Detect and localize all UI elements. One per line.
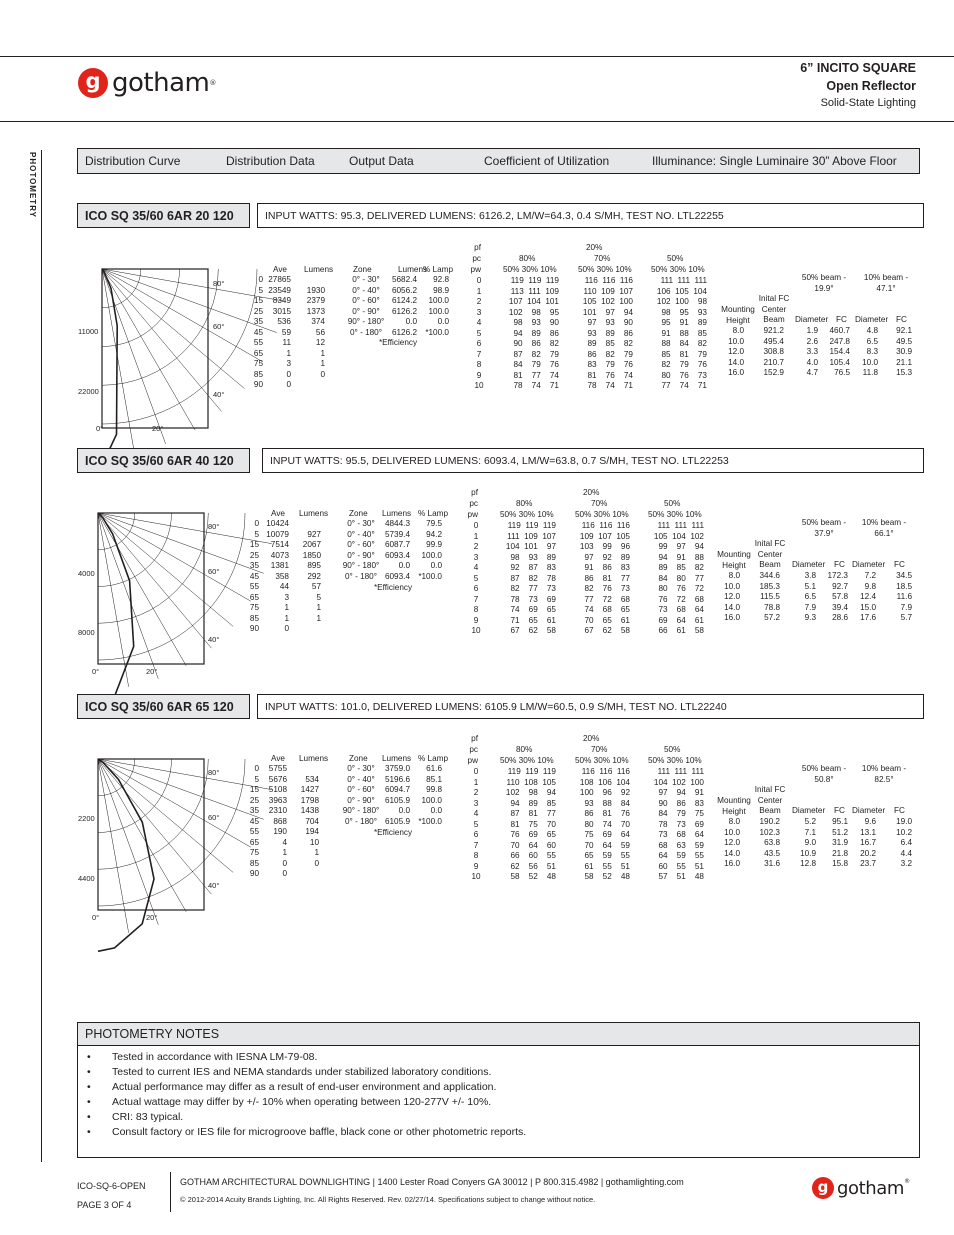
tab-coefficient-of-utilization: Coefficient of Utilization <box>484 154 610 168</box>
angle-label: 0° <box>96 424 104 433</box>
angle-label: 20° <box>146 667 158 676</box>
distribution-curve-plot <box>96 757 206 912</box>
angle-label: 80° <box>208 522 220 531</box>
footer-address: GOTHAM ARCHITECTURAL DOWNLIGHTING | 1400 Lester Road Conyers GA 30012 | P 800.315.4982 | gothamlighting.com <box>180 1177 684 1187</box>
product-title: 6” INCITO SQUARE <box>800 61 916 75</box>
note-item: • Tested in accordance with IESNA LM-79-08. <box>87 1050 919 1065</box>
note-item: • CRI: 83 typical. <box>87 1110 919 1125</box>
gotham-logo <box>78 68 216 98</box>
document-code: ICO-SQ-6-OPEN <box>77 1181 146 1191</box>
gotham-wordmark: gotham® <box>837 1177 910 1199</box>
side-label: PHOTOMETRY <box>28 152 37 219</box>
angle-label: 40° <box>208 881 220 890</box>
angle-label: 60° <box>213 322 225 331</box>
radial-label: 2200 <box>78 814 95 823</box>
angle-label: 80° <box>213 279 225 288</box>
footer-divider <box>170 1172 171 1212</box>
distribution-curve-plot <box>100 267 210 430</box>
note-item: • Tested to current IES and NEMA standards under stabilized laboratory conditions. <box>87 1065 919 1080</box>
candela-curve <box>102 269 117 465</box>
product-category: Solid-State Lighting <box>820 97 916 109</box>
section-inputs: INPUT WATTS: 95.3, DELIVERED LUMENS: 6126.2, LM/W=64.3, 0.4 S/MH, TEST NO. LTL22255 <box>257 203 924 228</box>
radial-label: 4000 <box>78 569 95 578</box>
gotham-logo-mark: g <box>812 1177 834 1199</box>
product-subtitle: Open Reflector <box>826 79 916 93</box>
section-inputs: INPUT WATTS: 95.5, DELIVERED LUMENS: 6093.4, LM/W=63.8, 0.7 S/MH, TEST NO. LTL22253 <box>262 448 924 473</box>
tab-distribution-data: Distribution Data <box>226 154 315 168</box>
candela-curve <box>98 759 154 951</box>
header-divider <box>0 121 954 122</box>
angle-label: 40° <box>208 635 220 644</box>
gotham-logo-mark: g <box>78 68 108 98</box>
tab-distribution-curve: Distribution Curve <box>85 154 181 168</box>
angle-label: 60° <box>208 567 220 576</box>
note-item: • Actual performance may differ as a result of end-user environment and application. <box>87 1080 919 1095</box>
angle-label: 20° <box>152 424 164 433</box>
product-title-block <box>800 60 916 110</box>
curve-grid-ray <box>98 759 264 819</box>
gotham-wordmark: gotham® <box>112 68 216 98</box>
note-item: • Actual wattage may differ by +/- 10% when operating between 120-277V +/- 10%. <box>87 1095 919 1110</box>
section-title: ICO SQ 35/60 6AR 20 120 <box>77 203 250 228</box>
angle-label: 0° <box>92 913 100 922</box>
radial-label: 8000 <box>78 628 95 637</box>
tab-illuminance: Illuminance: Single Luminaire 30” Above Floor <box>652 154 897 168</box>
photometry-notes <box>77 1022 920 1158</box>
candela-curve <box>98 513 134 705</box>
curve-grid-ray <box>98 513 158 679</box>
curve-frame <box>102 269 208 428</box>
notes-title: PHOTOMETRY NOTES <box>78 1023 919 1046</box>
radial-label: 11000 <box>78 327 99 336</box>
section-tabs <box>77 148 920 174</box>
angle-label: 20° <box>146 913 158 922</box>
radial-label: 22000 <box>78 387 99 396</box>
angle-label: 80° <box>208 768 220 777</box>
section-inputs: INPUT WATTS: 101.0, DELIVERED LUMENS: 6105.9 LM/W=60.5, 0.9 S/MH, TEST NO. LTL22240 <box>257 694 924 719</box>
angle-label: 40° <box>213 390 225 399</box>
angle-label: 60° <box>208 813 220 822</box>
radial-label: 4400 <box>78 874 95 883</box>
header-rule <box>0 56 954 57</box>
section-title: ICO SQ 35/60 6AR 65 120 <box>77 694 250 719</box>
section-title: ICO SQ 35/60 6AR 40 120 <box>77 448 250 473</box>
angle-label: 0° <box>92 667 100 676</box>
footer-copyright: © 2012-2014 Acuity Brands Lighting, Inc. All Rights Reserved. Rev. 02/27/14. Specifications subject to change without notice. <box>180 1195 596 1204</box>
notes-list <box>78 1046 919 1140</box>
distribution-curve-plot <box>96 511 206 666</box>
gotham-footer-logo <box>812 1177 910 1199</box>
footer-code-block <box>77 1177 146 1215</box>
tab-output-data: Output Data <box>349 154 414 168</box>
curve-grid-ray <box>98 759 211 894</box>
curve-grid-ray <box>102 269 225 411</box>
side-rule <box>41 150 42 1162</box>
note-item: • Consult factory or IES file for microgroove baffle, black cone or other photometric reports. <box>87 1125 919 1140</box>
page-number: PAGE 3 OF 4 <box>77 1200 132 1210</box>
curve-grid-ray <box>98 513 211 648</box>
